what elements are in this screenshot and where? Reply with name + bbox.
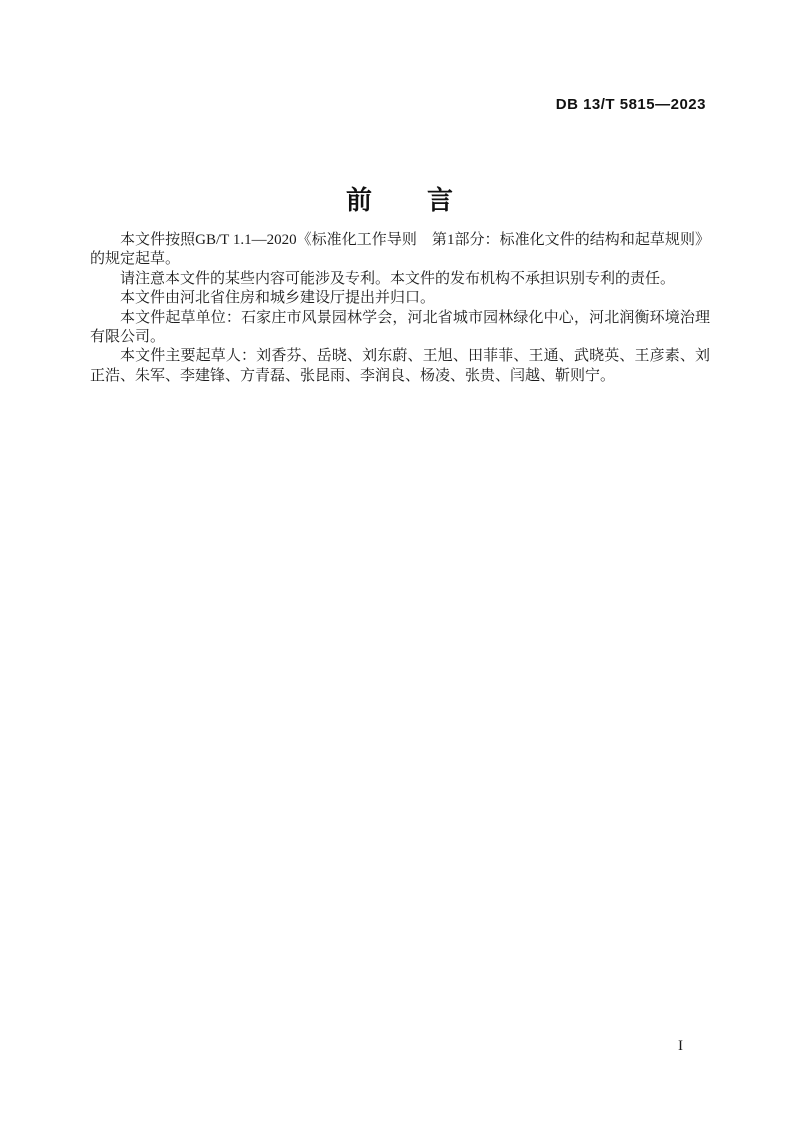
page-number: I	[678, 1038, 683, 1054]
foreword-body	[90, 231, 710, 386]
foreword-paragraph-drafting-rules: 本文件按照GB/T 1.1—2020《标准化工作导则 第1部分：标准化文件的结构和起草规则》的规定起草。	[90, 232, 710, 268]
foreword-paragraph-patent-notice: 请注意本文件的某些内容可能涉及专利。本文件的发布机构不承担识别专利的责任。	[120, 270, 676, 287]
foreword-title: 前 言	[345, 185, 454, 215]
foreword-paragraph-proposing-body: 本文件由河北省住房和城乡建设厅提出并归口。	[120, 290, 436, 307]
foreword-paragraph-main-drafters: 本文件主要起草人：刘香芬、岳晓、刘东蔚、王旭、田菲菲、王通、武晓英、王彦素、刘正浩、朱军、李建锋、方青磊、张昆雨、李润良、杨凌、张贵、闫越、靳则宁。	[90, 348, 710, 384]
foreword-paragraph-drafting-organizations: 本文件起草单位：石家庄市风景园林学会，河北省城市园林绿化中心，河北润衡环境治理有限公司。	[90, 309, 710, 346]
standard-number: DB 13/T 5815—2023	[555, 96, 706, 113]
